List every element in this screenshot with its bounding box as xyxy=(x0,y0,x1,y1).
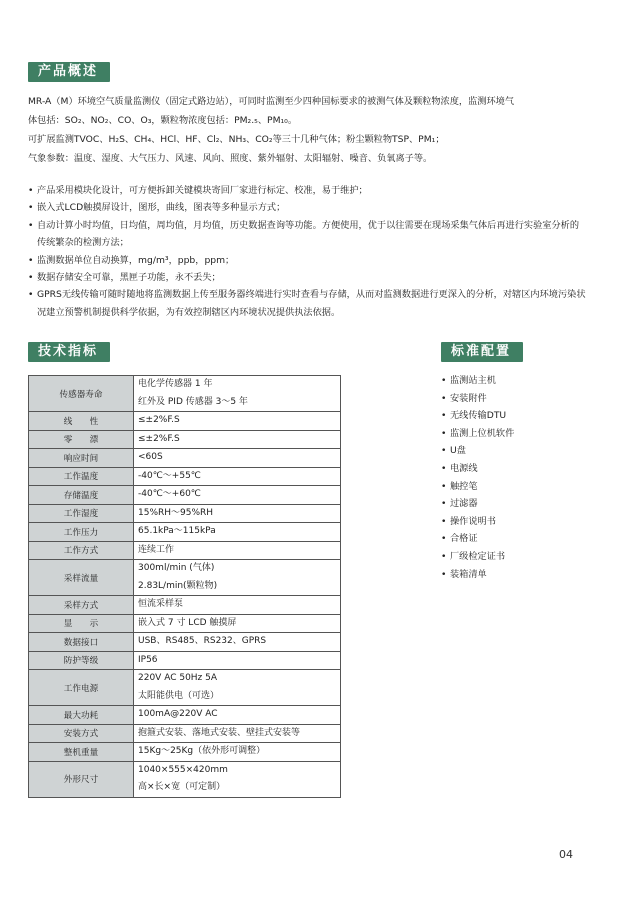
config-item: • 电源线 xyxy=(441,460,514,478)
spec-row xyxy=(29,486,341,505)
spec-value xyxy=(134,504,341,523)
spec-value xyxy=(134,651,341,670)
feature-item: • 数据存储安全可靠，黑匣子功能，永不丢失； xyxy=(28,269,588,286)
spec-key: 传感器寿命 xyxy=(29,376,134,412)
feature-list xyxy=(28,182,588,321)
config-item: • 操作说明书 xyxy=(441,513,514,531)
spec-key: 存储温度 xyxy=(29,486,134,505)
spec-key: 最大功耗 xyxy=(29,706,134,725)
feature-item: • 产品采用模块化设计，可方便拆卸关键模块寄回厂家进行标定、校准，易于维护； xyxy=(28,182,588,199)
spec-row xyxy=(29,651,341,670)
config-item: • 厂级检定证书 xyxy=(441,548,514,566)
spec-value-line: 220V AC 50Hz 5A xyxy=(138,673,218,683)
spec-value-line: 红外及 PID 传感器 3～5 年 xyxy=(138,396,248,407)
spec-row xyxy=(29,412,341,431)
spec-key: 工作温度 xyxy=(29,467,134,486)
spec-value-line: <60S xyxy=(138,452,163,462)
spec-value xyxy=(134,412,341,431)
section-title-overview: 产品概述 xyxy=(28,62,110,82)
spec-value-line: 15Kg～25Kg（依外形可调整） xyxy=(138,746,266,756)
spec-row xyxy=(29,449,341,468)
spec-value xyxy=(134,541,341,560)
spec-value-line: 高×长×宽（可定制） xyxy=(138,782,226,792)
spec-value xyxy=(134,724,341,743)
config-item: • 合格证 xyxy=(441,530,514,548)
overview-line: MR-A（M）环境空气质量监测仪（固定式路边站），可同时监测至少四种国标要求的被测气体及颗粒物浓度，监测环境气 xyxy=(28,96,515,107)
spec-row xyxy=(29,541,341,560)
spec-row xyxy=(29,430,341,449)
spec-key: 工作电源 xyxy=(29,670,134,706)
spec-value-line: 65.1kPa～115kPa xyxy=(138,526,216,536)
spec-key: 安装方式 xyxy=(29,724,134,743)
feature-item: • GPRS无线传输可随时随地将监测数据上传至服务器终端进行实时查看与存储，从而对监测数据进行更深入的分析，对辖区内环境污染状况建立预警机制提供科学依据，为有效控制辖区内环境状况提供执法依据。 xyxy=(28,286,588,321)
spec-value xyxy=(134,486,341,505)
overview-line: 体包括：SO₂、NO₂、CO、O₃，颗粒物浓度包括：PM₂.₅、PM₁₀。 xyxy=(28,115,298,126)
spec-value xyxy=(134,596,341,615)
spec-key: 工作方式 xyxy=(29,541,134,560)
spec-key: 响应时间 xyxy=(29,449,134,468)
spec-value-line: 15%RH～95%RH xyxy=(138,507,214,518)
spec-key: 零 漂 xyxy=(29,430,134,449)
spec-value-line: IP56 xyxy=(138,654,158,665)
spec-row xyxy=(29,761,341,797)
config-item: • 安装附件 xyxy=(441,390,514,408)
spec-key: 采样方式 xyxy=(29,596,134,615)
spec-key: 工作压力 xyxy=(29,523,134,542)
spec-value xyxy=(134,523,341,542)
spec-value-line: ≤±2%F.S xyxy=(138,415,180,425)
spec-row xyxy=(29,743,341,762)
page-number: 04 xyxy=(559,848,573,861)
spec-key: 工作湿度 xyxy=(29,504,134,523)
config-item: • 过滤器 xyxy=(441,495,514,513)
spec-value-line: 恒流采样泵 xyxy=(138,599,184,609)
spec-row xyxy=(29,670,341,706)
spec-value xyxy=(134,761,341,797)
spec-value-line: 100mA@220V AC xyxy=(138,709,218,719)
spec-row xyxy=(29,596,341,615)
spec-value-line: USB、RS485、RS232、GPRS xyxy=(138,636,267,646)
spec-value xyxy=(134,670,341,706)
spec-row xyxy=(29,376,341,412)
spec-value-line: ≤±2%F.S xyxy=(138,433,180,444)
spec-value xyxy=(134,430,341,449)
spec-value-line: -40℃～+55℃ xyxy=(138,470,201,481)
spec-key: 采样流量 xyxy=(29,560,134,596)
spec-key: 线 性 xyxy=(29,412,134,431)
config-item: • 触控笔 xyxy=(441,478,514,496)
section-title-config: 标准配置 xyxy=(441,342,523,362)
spec-value-line: 300ml/min (气体) xyxy=(138,563,215,573)
feature-item: • 自动计算小时均值，日均值，周均值，月均值，历史数据查询等功能。方便使用，优于以往需要在现场采集气体后再进行实验室分析的传统繁杂的检测方法； xyxy=(28,217,588,252)
spec-row xyxy=(29,523,341,542)
spec-value-line: 抱箍式安装、落地式安装、壁挂式安装等 xyxy=(138,727,301,738)
spec-key: 防护等级 xyxy=(29,651,134,670)
spec-value-line: -40℃～+60℃ xyxy=(138,489,201,499)
overview-paragraph xyxy=(28,92,588,168)
spec-key: 整机重量 xyxy=(29,743,134,762)
config-item: • 监测上位机软件 xyxy=(441,425,514,443)
spec-value-line: 太阳能供电（可选） xyxy=(138,690,220,701)
spec-value xyxy=(134,467,341,486)
overview-line: 气象参数：温度、湿度、大气压力、风速、风向、照度、紫外辐射、太阳辐射、噪音、负氧离子等。 xyxy=(28,153,433,164)
spec-row xyxy=(29,614,341,633)
spec-row xyxy=(29,560,341,596)
spec-value-line: 2.83L/min(颗粒物) xyxy=(138,580,218,591)
config-item: • 监测站主机 xyxy=(441,372,514,390)
spec-row xyxy=(29,706,341,725)
spec-value xyxy=(134,743,341,762)
spec-value xyxy=(134,560,341,596)
config-item: • 无线传输DTU xyxy=(441,407,514,425)
section-title-spec: 技术指标 xyxy=(28,342,110,362)
config-list xyxy=(441,372,514,583)
spec-row xyxy=(29,724,341,743)
spec-row xyxy=(29,633,341,652)
spec-row xyxy=(29,504,341,523)
spec-value-line: 连续工作 xyxy=(138,544,175,555)
config-item: • U盘 xyxy=(441,442,514,460)
spec-key: 数据接口 xyxy=(29,633,134,652)
spec-value xyxy=(134,449,341,468)
spec-value-line: 嵌入式 7 寸 LCD 触摸屏 xyxy=(138,617,237,628)
spec-value xyxy=(134,706,341,725)
spec-value xyxy=(134,376,341,412)
spec-value-line: 1040×555×420mm xyxy=(138,764,228,775)
spec-value xyxy=(134,633,341,652)
feature-item: • 监测数据单位自动换算，mg/m³，ppb，ppm； xyxy=(28,252,588,269)
config-item: • 装箱清单 xyxy=(441,566,514,584)
spec-value xyxy=(134,614,341,633)
spec-table xyxy=(28,375,341,798)
spec-row xyxy=(29,467,341,486)
spec-value-line: 电化学传感器 1 年 xyxy=(138,379,213,389)
feature-item: • 嵌入式LCD触摸屏设计，图形，曲线，图表等多种显示方式； xyxy=(28,199,588,216)
overview-line: 可扩展监测TVOC、H₂S、CH₄、HCl、HF、Cl₂、NH₃、CO₂等三十几种气体；粉尘颗粒物TSP、PM₁； xyxy=(28,134,445,145)
spec-key: 外形尺寸 xyxy=(29,761,134,797)
spec-key: 显 示 xyxy=(29,614,134,633)
